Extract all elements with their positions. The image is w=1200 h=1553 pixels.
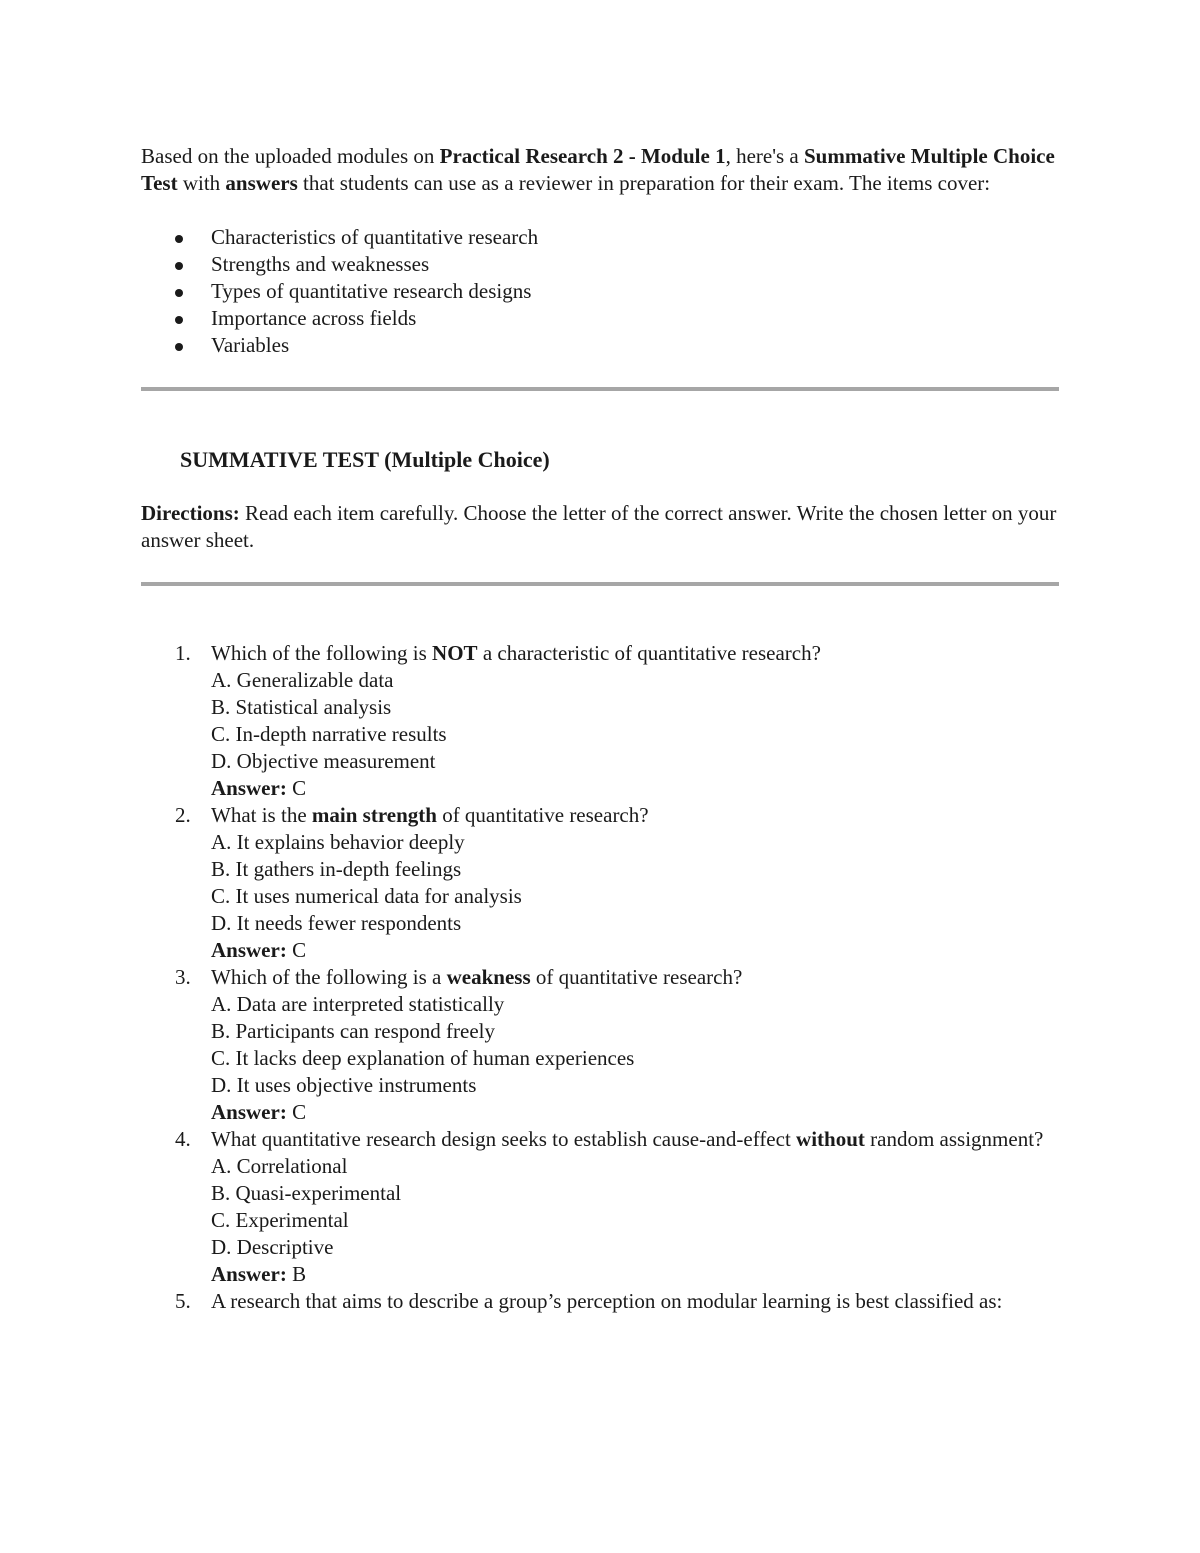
horizontal-divider xyxy=(141,387,1059,391)
option-b: B. It gathers in-depth feelings xyxy=(211,857,462,881)
option-d: D. Descriptive xyxy=(211,1235,334,1259)
question-stem: of quantitative research? xyxy=(530,965,743,989)
intro-text: with xyxy=(177,171,226,195)
topic-item xyxy=(141,305,1059,332)
question-stem: of quantitative research? xyxy=(436,803,649,827)
question-number: 5. xyxy=(175,1289,191,1313)
topic-label: Characteristics of quantitative research xyxy=(211,225,539,249)
question-stem: Which of the following is a xyxy=(211,965,447,989)
question-stem: What is the xyxy=(211,803,312,827)
option-c: C. In-depth narrative results xyxy=(211,722,447,746)
intro-paragraph xyxy=(141,143,1059,197)
option-a: A. Generalizable data xyxy=(211,668,394,692)
question-text xyxy=(211,964,1059,991)
question-item xyxy=(141,1288,1059,1315)
document-page xyxy=(141,143,1059,1315)
question-list xyxy=(141,640,1059,1315)
directions-paragraph xyxy=(141,500,1059,554)
question-number: 2. xyxy=(175,803,191,827)
test-title: SUMMATIVE TEST (Multiple Choice) xyxy=(180,447,550,472)
bullet-icon xyxy=(175,289,183,297)
question-emphasis: NOT xyxy=(432,641,478,665)
option-c: C. It lacks deep explanation of human experiences xyxy=(211,1046,635,1070)
answer-value: C xyxy=(286,938,307,962)
intro-text: that students can use as a reviewer in preparation for their exam. The items cover: xyxy=(297,171,991,195)
question-item xyxy=(141,802,1059,964)
option-a: A. It explains behavior deeply xyxy=(211,830,465,854)
question-stem: random assignment? xyxy=(864,1127,1044,1151)
question-number: 1. xyxy=(175,641,191,665)
question-stem: a characteristic of quantitative research? xyxy=(477,641,821,665)
topic-label: Strengths and weaknesses xyxy=(211,252,430,276)
answer-line xyxy=(211,1261,1059,1288)
directions-text: Read each item carefully. Choose the letter of the correct answer. Write the chosen letter on your answer sheet. xyxy=(141,501,1057,552)
question-emphasis: main strength xyxy=(311,803,437,827)
answer-line xyxy=(211,1099,1059,1126)
directions-label: Directions: xyxy=(141,501,240,525)
question-text xyxy=(211,640,1059,667)
answer-value: C xyxy=(286,1100,307,1124)
question-number: 3. xyxy=(175,965,191,989)
intro-text: Based on the uploaded modules on xyxy=(141,144,440,168)
bullet-icon xyxy=(175,235,183,243)
question-text xyxy=(211,802,1059,829)
question-text: A research that aims to describe a group’s perception on modular learning is best classified as: xyxy=(211,1289,1003,1313)
topic-item xyxy=(141,224,1059,251)
topic-item xyxy=(141,278,1059,305)
intro-text: , here's a xyxy=(725,144,804,168)
option-b: B. Participants can respond freely xyxy=(211,1019,495,1043)
answer-line xyxy=(211,775,1059,802)
option-d: D. It needs fewer respondents xyxy=(211,911,462,935)
option-c: C. Experimental xyxy=(211,1208,349,1232)
option-c: C. It uses numerical data for analysis xyxy=(211,884,522,908)
topic-label: Variables xyxy=(211,333,290,357)
intro-bold-answers: answers xyxy=(225,171,298,195)
answer-value: C xyxy=(286,776,307,800)
question-stem: Which of the following is xyxy=(211,641,433,665)
answer-label: Answer: xyxy=(211,1262,287,1286)
option-b: B. Statistical analysis xyxy=(211,695,392,719)
option-a: A. Correlational xyxy=(211,1154,348,1178)
bullet-icon xyxy=(175,316,183,324)
question-number: 4. xyxy=(175,1127,191,1151)
question-item xyxy=(141,640,1059,802)
option-a: A. Data are interpreted statistically xyxy=(211,992,505,1016)
option-b: B. Quasi-experimental xyxy=(211,1181,402,1205)
question-emphasis: weakness xyxy=(446,965,531,989)
horizontal-divider xyxy=(141,582,1059,586)
question-emphasis: without xyxy=(796,1127,865,1151)
topic-item xyxy=(141,251,1059,278)
topic-list xyxy=(141,224,1059,359)
question-text xyxy=(211,1126,1059,1153)
question-item xyxy=(141,1126,1059,1288)
bullet-icon xyxy=(175,343,183,351)
intro-bold-test: Summative Multiple Choice Test xyxy=(141,144,1055,195)
option-d: D. It uses objective instruments xyxy=(211,1073,477,1097)
answer-value: B xyxy=(286,1262,307,1286)
topic-label: Types of quantitative research designs xyxy=(211,279,532,303)
topic-label: Importance across fields xyxy=(211,306,417,330)
answer-line xyxy=(211,937,1059,964)
bullet-icon xyxy=(175,262,183,270)
answer-label: Answer: xyxy=(211,776,287,800)
question-item xyxy=(141,964,1059,1126)
option-d: D. Objective measurement xyxy=(211,749,436,773)
question-stem: What quantitative research design seeks to establish cause-and-effect xyxy=(211,1127,797,1151)
topic-item xyxy=(141,332,1059,359)
answer-label: Answer: xyxy=(211,1100,287,1124)
intro-bold-module: Practical Research 2 - Module 1 xyxy=(439,144,726,168)
answer-label: Answer: xyxy=(211,938,287,962)
